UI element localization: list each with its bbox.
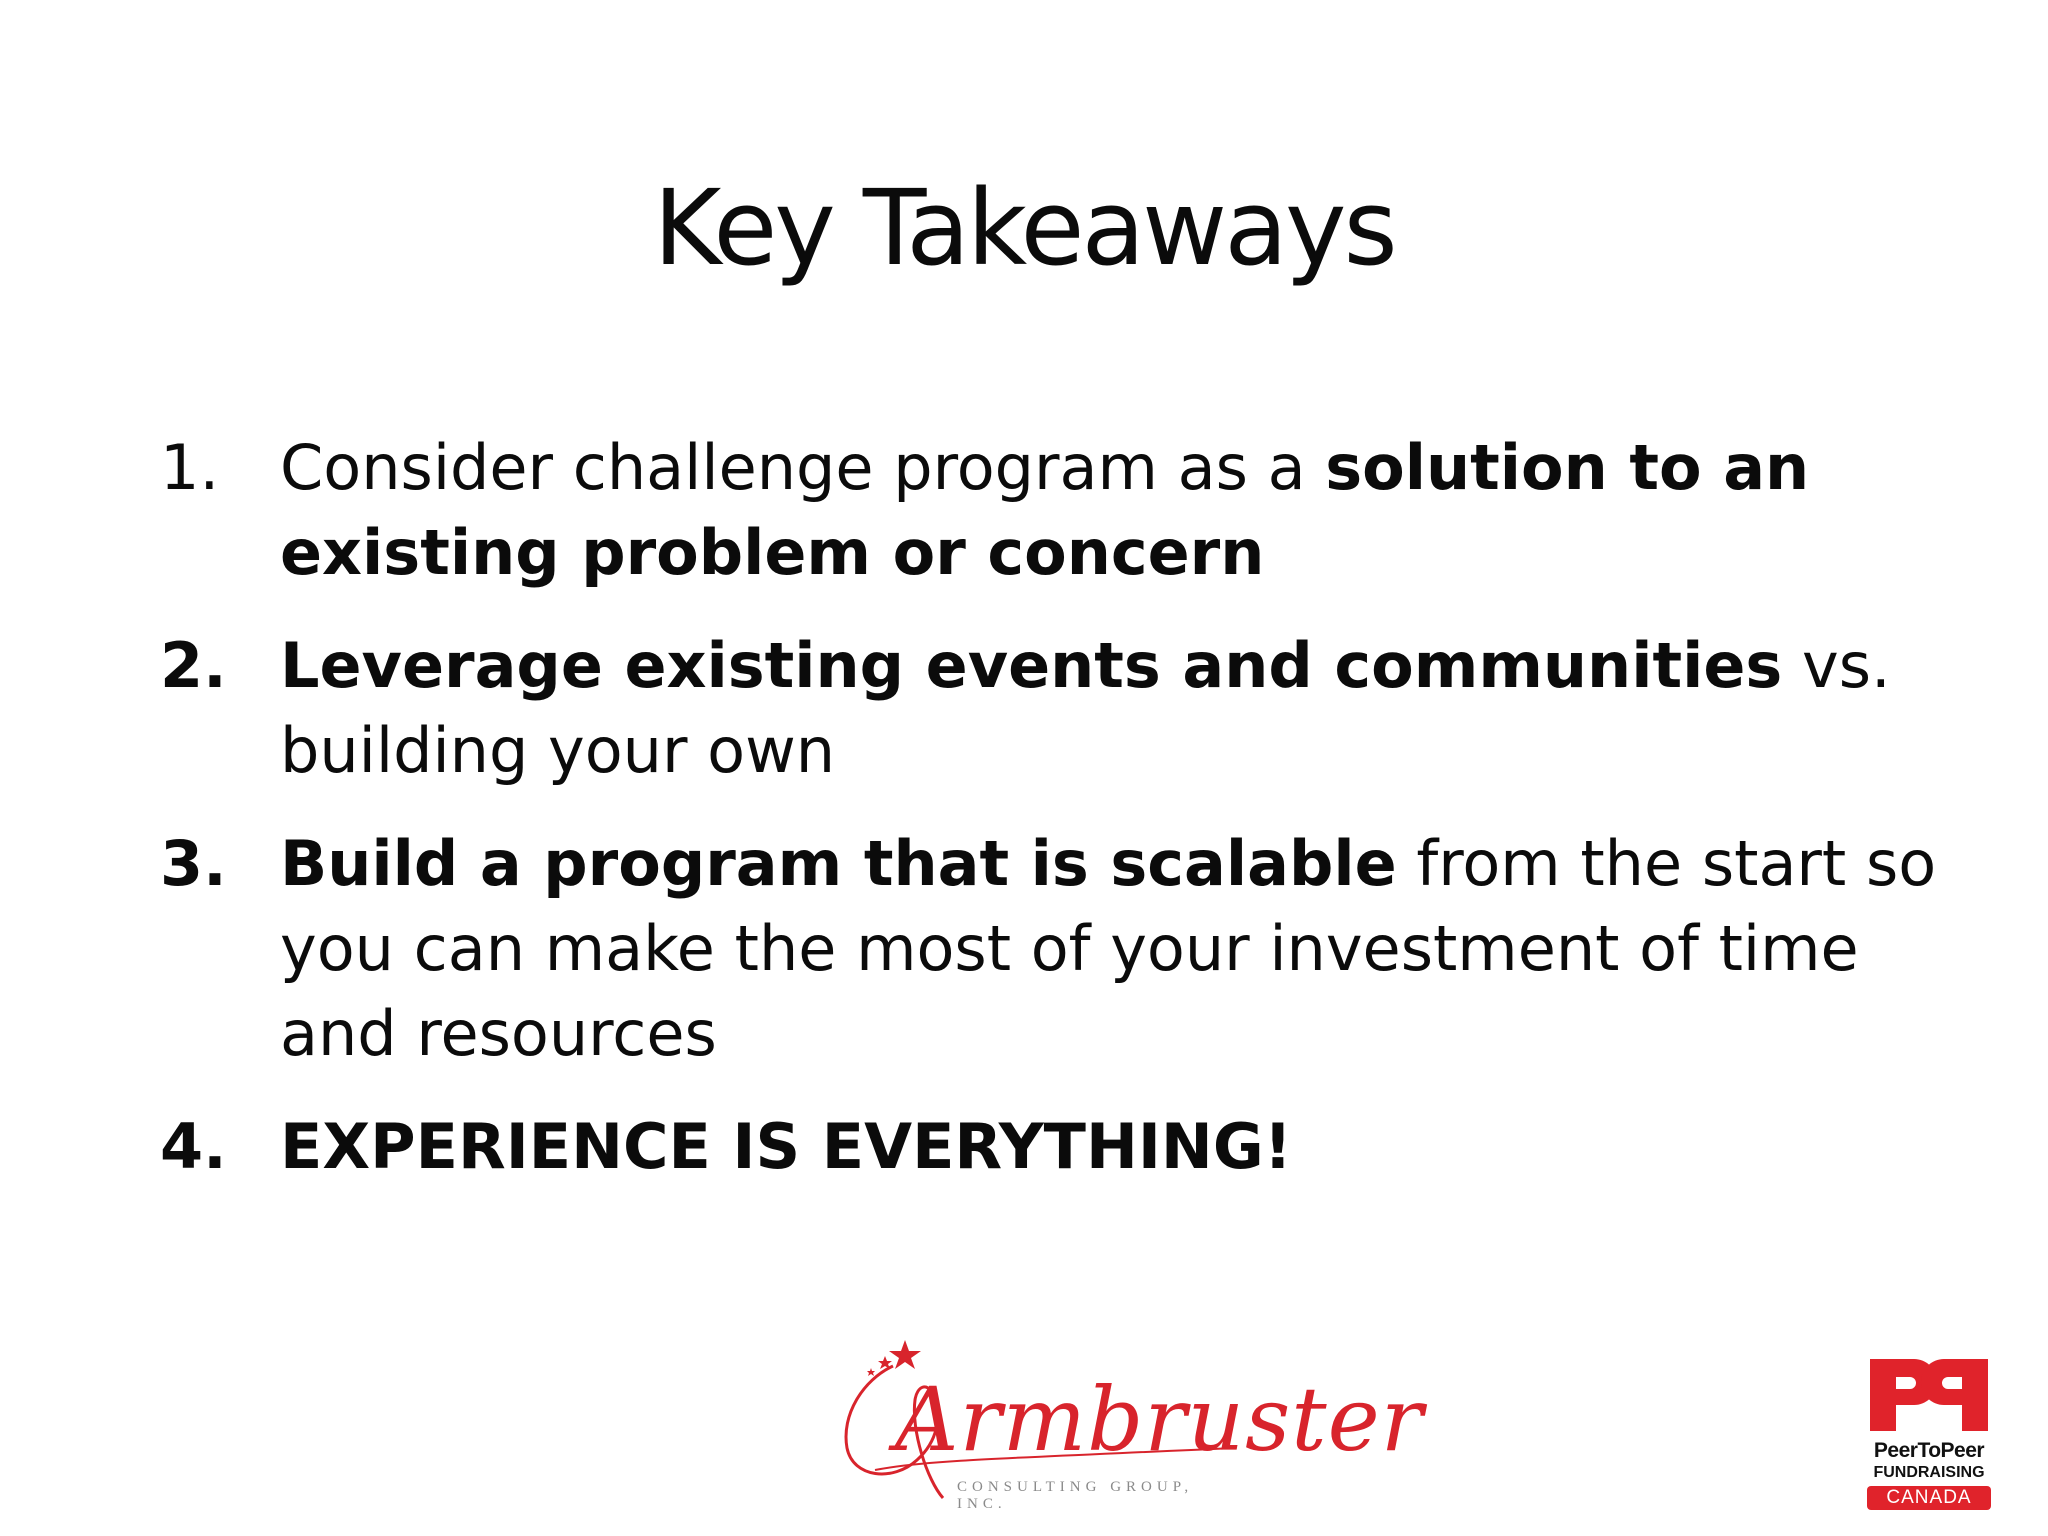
armbruster-subtitle: CONSULTING GROUP, INC. xyxy=(957,1479,1194,1512)
item-emphasis: solution to an existing problem or concern xyxy=(280,431,1810,589)
item-number: 2. xyxy=(160,629,227,702)
canada-badge: CANADA xyxy=(1867,1486,1991,1510)
item-emphasis: EXPERIENCE IS EVERYTHING! xyxy=(280,1110,1292,1183)
item-number: 1. xyxy=(160,431,220,504)
armbruster-logo xyxy=(835,1320,1424,1512)
item-emphasis: Build a program that is scalable xyxy=(280,827,1397,900)
list-item-2 xyxy=(160,623,1940,793)
item-text: from the start so you can make the most of your investment of time and resources xyxy=(280,827,1937,1070)
item-number: 4. xyxy=(160,1110,227,1183)
takeaways-list xyxy=(160,425,1940,1217)
armbruster-wordmark: Armbruster xyxy=(895,1368,1424,1471)
list-item-3 xyxy=(160,821,1940,1076)
peertopeer-fundraising: FUNDRAISING xyxy=(1873,1464,1985,1481)
item-number: 3. xyxy=(160,827,227,900)
pp-mark-icon xyxy=(1866,1355,1992,1435)
list-item-4 xyxy=(160,1104,1940,1189)
peertopeer-name: PeerToPeer xyxy=(1873,1439,1985,1462)
item-emphasis: Leverage existing events and communities xyxy=(280,629,1783,702)
item-text: vs. building your own xyxy=(280,629,1891,787)
slide-title: Key Takeaways xyxy=(653,167,1395,289)
list-item-1 xyxy=(160,425,1940,595)
item-text: Consider challenge program as a xyxy=(280,431,1326,504)
peertopeer-logo xyxy=(1858,1355,2000,1513)
